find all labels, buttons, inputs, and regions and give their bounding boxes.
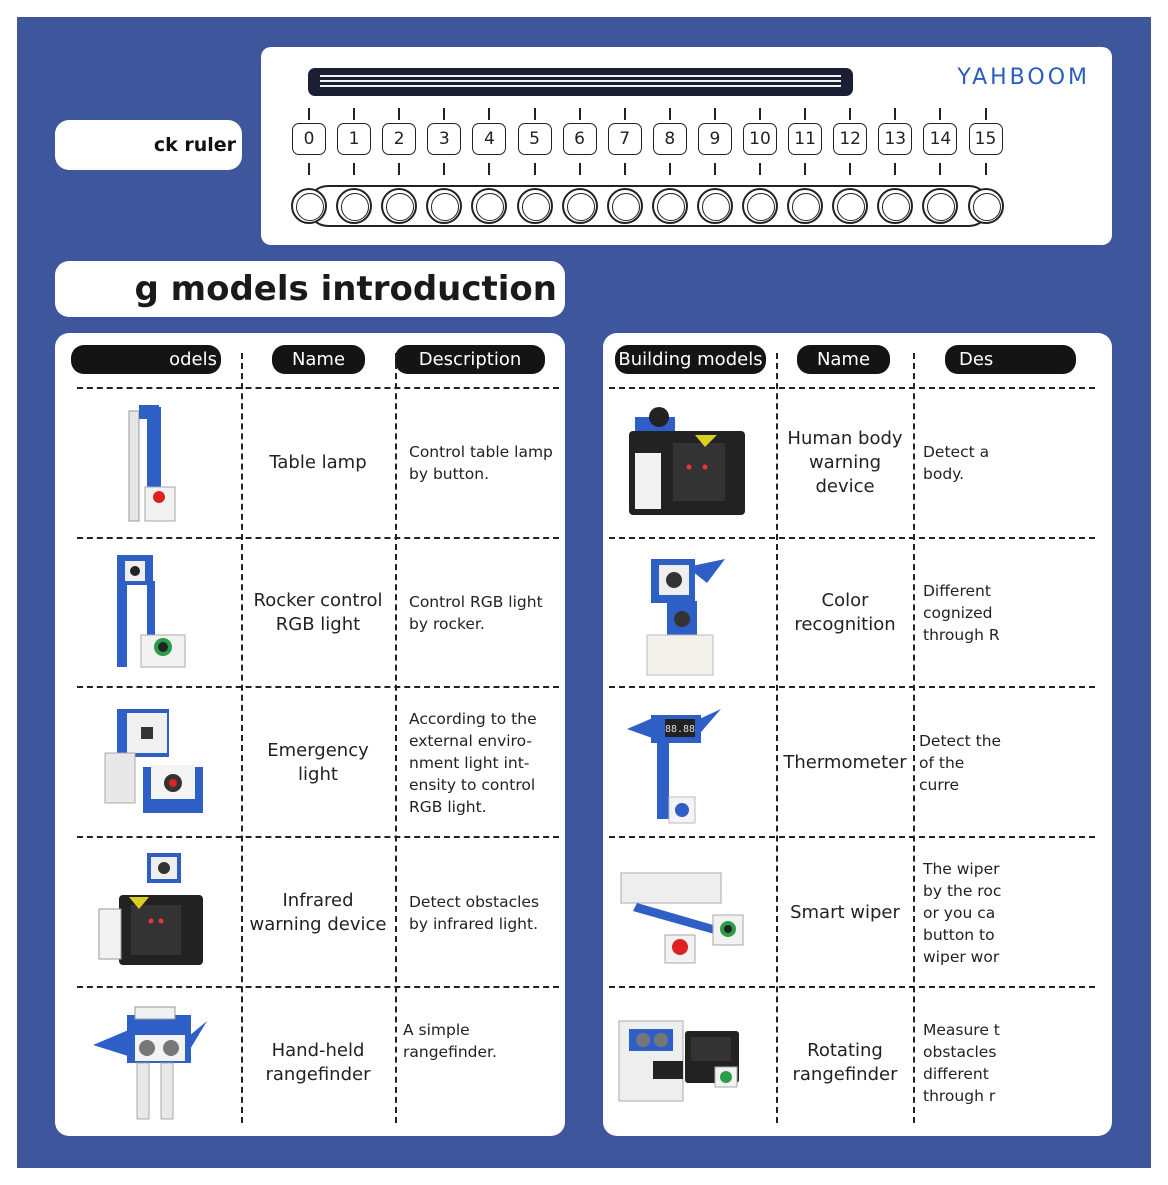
ruler-tick bbox=[624, 108, 626, 120]
ruler-tick bbox=[353, 108, 355, 120]
header-name: Name bbox=[272, 345, 365, 374]
left-models-table bbox=[55, 333, 565, 1136]
ruler-bar bbox=[308, 68, 853, 96]
row-2-description: Different cognized through R bbox=[923, 582, 1000, 644]
ruler-hole bbox=[381, 188, 417, 224]
yahboom-logo: YAHBOOM bbox=[957, 65, 1090, 90]
ruler-tick bbox=[624, 163, 626, 175]
ruler-number-1: 1 bbox=[337, 123, 371, 155]
ruler-number-2: 2 bbox=[382, 123, 416, 155]
ruler-tick bbox=[714, 108, 716, 120]
row-3-description: According to the external enviro- nment light int- ensity to control RGB light. bbox=[409, 710, 537, 816]
row-1-name: Table lamp bbox=[269, 452, 367, 473]
ruler-tick bbox=[985, 108, 987, 120]
table-lamp-model-image bbox=[115, 403, 185, 528]
handheld-rangefinder-model-image bbox=[91, 1001, 209, 1126]
header-description: Description bbox=[395, 345, 545, 374]
row-4-description: Detect obstacles by infrared light. bbox=[409, 893, 540, 933]
ruler-tick bbox=[534, 163, 536, 175]
ruler-tick bbox=[894, 108, 896, 120]
ruler-tick bbox=[308, 163, 310, 175]
ruler-hole bbox=[607, 188, 643, 224]
ruler-tick bbox=[443, 163, 445, 175]
ruler-number-7: 7 bbox=[608, 123, 642, 155]
ruler-hole bbox=[562, 188, 598, 224]
ruler-tick bbox=[579, 108, 581, 120]
svg-text:88.88: 88.88 bbox=[664, 724, 696, 735]
ruler-tick bbox=[849, 108, 851, 120]
rocker-rgb-model-image bbox=[111, 551, 191, 676]
ruler-tick bbox=[669, 108, 671, 120]
infrared-warning-model-image bbox=[89, 849, 209, 974]
row-2-name: Color recognition bbox=[794, 590, 896, 635]
color-recognition-model-image bbox=[627, 553, 737, 678]
row-5-description: Measure t obstacles different through r bbox=[923, 1021, 1000, 1105]
row-2-description: Control RGB light by rocker. bbox=[409, 593, 543, 633]
ruler-tick bbox=[308, 108, 310, 120]
emergency-light-model-image bbox=[97, 703, 207, 823]
header-name: Name bbox=[797, 345, 890, 374]
ruler-hole bbox=[832, 188, 868, 224]
ruler-number-4: 4 bbox=[472, 123, 506, 155]
ruler-tick bbox=[759, 108, 761, 120]
ruler-tick bbox=[669, 163, 671, 175]
ruler-label: ck ruler bbox=[55, 120, 242, 170]
ruler-number-11: 11 bbox=[788, 123, 822, 155]
ruler-tick bbox=[714, 163, 716, 175]
ruler-hole bbox=[787, 188, 823, 224]
rotating-rangefinder-model-image bbox=[615, 1015, 747, 1107]
ruler-tick bbox=[849, 163, 851, 175]
row-3-name: Thermometer bbox=[783, 752, 907, 773]
ruler-number-3: 3 bbox=[427, 123, 461, 155]
human-body-warning-model-image bbox=[625, 403, 755, 523]
ruler-tick bbox=[985, 163, 987, 175]
ruler-tick bbox=[488, 108, 490, 120]
header-description: Des bbox=[945, 345, 1076, 374]
thermometer-model-image bbox=[625, 703, 725, 825]
header-building-models: Building models bbox=[615, 345, 766, 374]
ruler-card bbox=[261, 47, 1112, 245]
row-1-name: Human body warning device bbox=[787, 428, 903, 497]
ruler-tick bbox=[398, 163, 400, 175]
row-5-description: A simple rangefinder. bbox=[403, 1021, 497, 1061]
ruler-number-0: 0 bbox=[292, 123, 326, 155]
right-models-table bbox=[603, 333, 1112, 1136]
ruler-tick bbox=[534, 108, 536, 120]
ruler-number-12: 12 bbox=[833, 123, 867, 155]
ruler-tick bbox=[804, 108, 806, 120]
ruler-number-9: 9 bbox=[698, 123, 732, 155]
ruler-hole bbox=[517, 188, 553, 224]
ruler-tick bbox=[398, 108, 400, 120]
row-5-name: Rotating rangefinder bbox=[792, 1040, 898, 1085]
ruler-tick bbox=[759, 163, 761, 175]
ruler-hole bbox=[968, 188, 1004, 224]
ruler-number-15: 15 bbox=[969, 123, 1003, 155]
ruler-tick bbox=[488, 163, 490, 175]
row-1-description: Control table lamp by button. bbox=[409, 443, 553, 483]
row-4-name: Infrared warning device bbox=[249, 890, 387, 935]
ruler-tick bbox=[939, 108, 941, 120]
ruler-tick bbox=[443, 108, 445, 120]
ruler-tick bbox=[894, 163, 896, 175]
ruler-hole bbox=[336, 188, 372, 224]
page-title: g models introduction bbox=[55, 261, 565, 317]
row-1-description: Detect a body. bbox=[923, 443, 990, 483]
ruler-hole bbox=[652, 188, 688, 224]
ruler-hole bbox=[291, 188, 327, 224]
smart-wiper-model-image bbox=[617, 863, 749, 973]
row-5-name: Hand-held rangefinder bbox=[265, 1040, 371, 1085]
ruler-number-5: 5 bbox=[518, 123, 552, 155]
ruler-number-10: 10 bbox=[743, 123, 777, 155]
ruler-tick bbox=[579, 163, 581, 175]
ruler-hole bbox=[742, 188, 778, 224]
row-2-name: Rocker control RGB light bbox=[253, 590, 383, 635]
row-3-name: Emergency light bbox=[267, 740, 369, 785]
row-4-description: The wiper by the roc or you ca button to wiper wor bbox=[923, 860, 1002, 966]
ruler-tick bbox=[804, 163, 806, 175]
ruler-number-6: 6 bbox=[563, 123, 597, 155]
ruler-number-13: 13 bbox=[878, 123, 912, 155]
ruler-tick bbox=[939, 163, 941, 175]
row-4-name: Smart wiper bbox=[790, 902, 900, 923]
ruler-tick bbox=[353, 163, 355, 175]
ruler-number-14: 14 bbox=[923, 123, 957, 155]
header-models: odels bbox=[71, 345, 221, 374]
ruler-number-8: 8 bbox=[653, 123, 687, 155]
ruler-hole bbox=[697, 188, 733, 224]
row-3-description: Detect the of the curre bbox=[919, 732, 1002, 794]
